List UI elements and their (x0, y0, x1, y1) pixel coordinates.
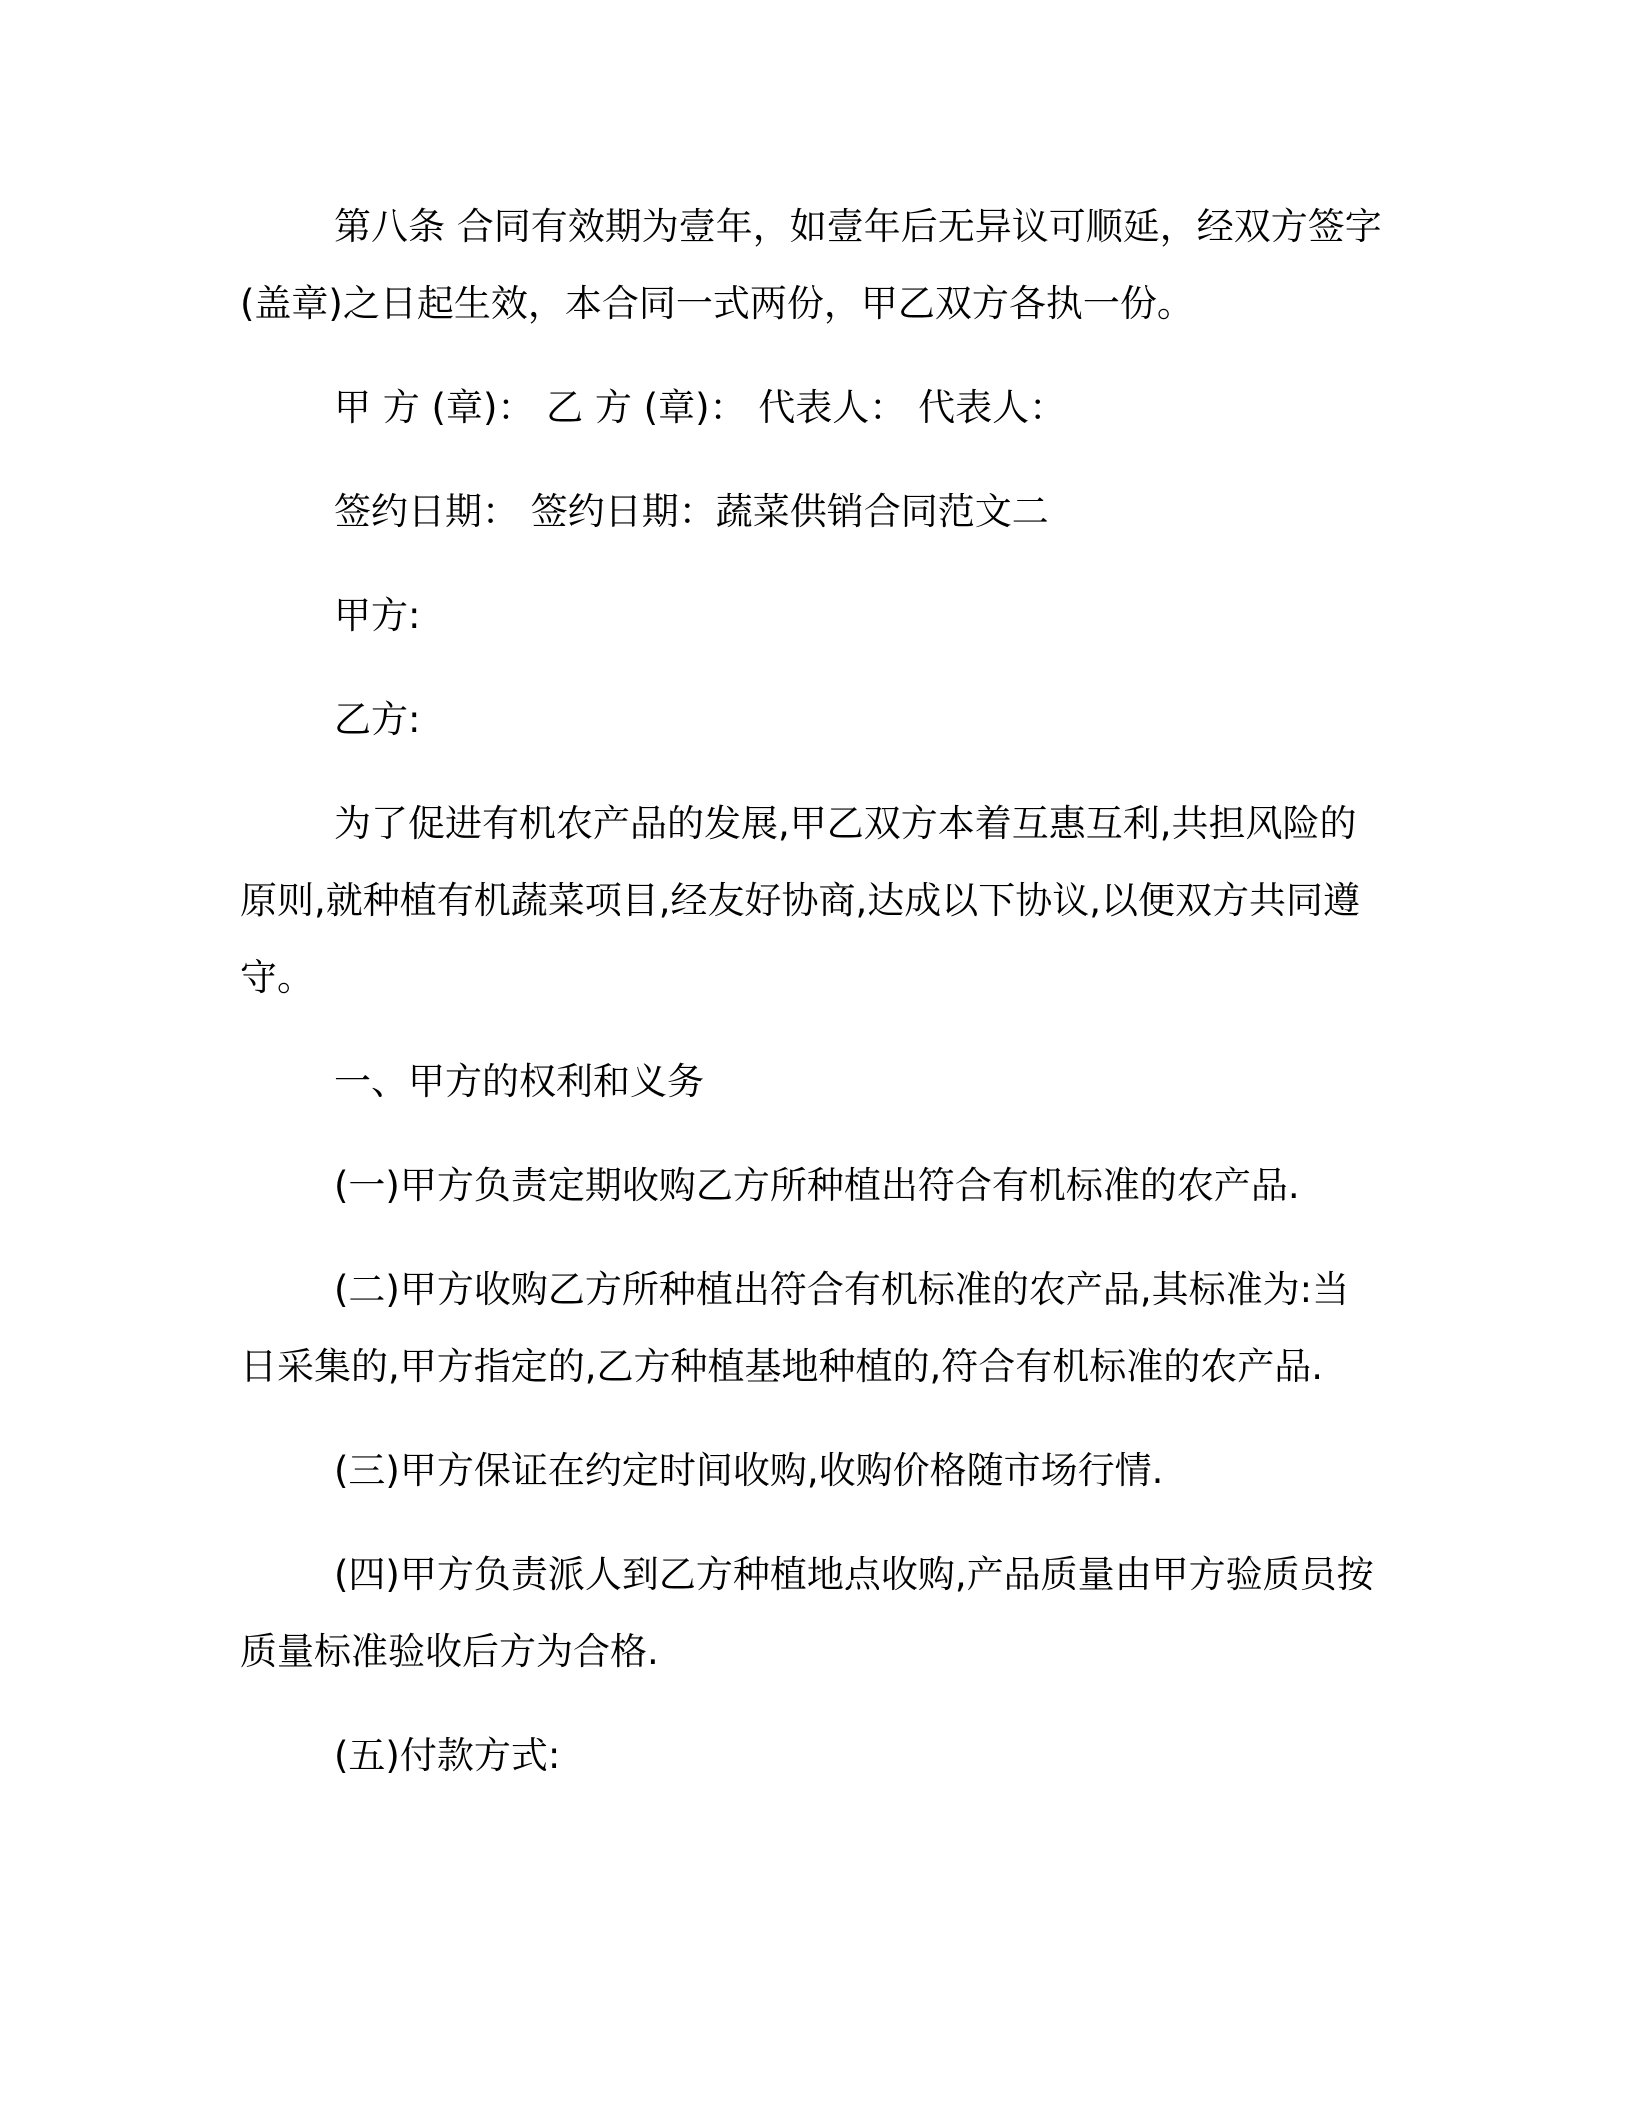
document-body (240, 188, 1382, 1794)
section-heading-party-a-rights: 一、甲方的权利和义务 (334, 1060, 704, 1103)
paragraph-gap (240, 1120, 1382, 1147)
paragraph-gap (240, 342, 1382, 369)
paragraph-gap (240, 446, 1382, 473)
paragraph-gap (240, 1016, 1382, 1043)
paragraph-party-a: 甲方: (334, 594, 421, 637)
paragraph-gap (240, 758, 1382, 785)
paragraph-gap (240, 1224, 1382, 1251)
clause-3: (三)甲方保证在约定时间收购,收购价格随市场行情. (334, 1449, 1164, 1492)
paragraph-signatures: 甲 方 (章)： 乙 方 (章)： 代表人： 代表人： (334, 386, 1067, 429)
paragraph-party-b: 乙方: (334, 698, 421, 741)
paragraph-gap (240, 1405, 1382, 1432)
clause-2: (二)甲方收购乙方所种植出符合有机标准的农产品,其标准为:当日采集的,甲方指定的,乙方种植基地种植的,符合有机标准的农产品. (240, 1268, 1350, 1388)
paragraph-signing-date: 签约日期： 签约日期：蔬菜供销合同范文二 (334, 490, 1049, 533)
paragraph-gap (240, 550, 1382, 577)
clause-1: (一)甲方负责定期收购乙方所种植出符合有机标准的农产品. (334, 1164, 1300, 1207)
paragraph-article-8: 第八条 合同有效期为壹年，如壹年后无异议可顺延，经双方签字(盖章)之日起生效，本合同一式两份，甲乙双方各执一份。 (240, 205, 1382, 325)
clause-5: (五)付款方式: (334, 1734, 561, 1777)
paragraph-preamble: 为了促进有机农产品的发展,甲乙双方本着互惠互利,共担风险的原则,就种植有机蔬菜项目,经友好协商,达成以下协议,以便双方共同遵守。 (240, 802, 1361, 999)
clause-4: (四)甲方负责派人到乙方种植地点收购,产品质量由甲方验质员按质量标准验收后方为合格. (240, 1553, 1374, 1673)
paragraph-gap (240, 1690, 1382, 1717)
paragraph-gap (240, 1509, 1382, 1536)
paragraph-gap (240, 654, 1382, 681)
